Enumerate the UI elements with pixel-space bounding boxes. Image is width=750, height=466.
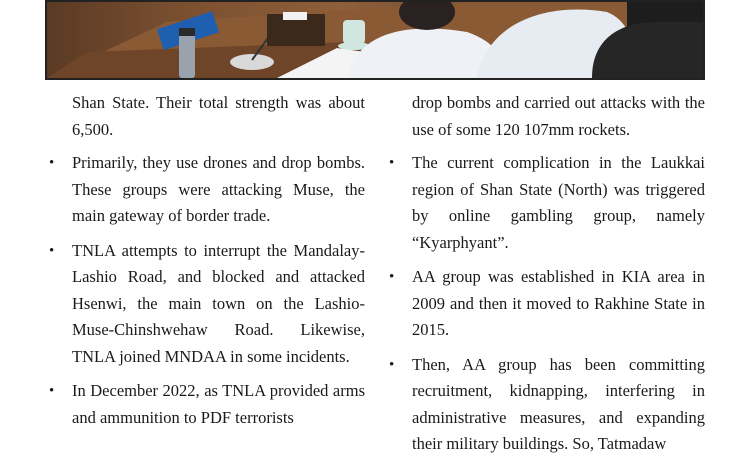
list-item xyxy=(385,264,705,344)
right-continuation-text: drop bombs and carried out attacks with the use of some 120 107mm rockets. xyxy=(412,93,705,139)
list-item-text: Primarily, they use drones and drop bombs. These groups were attacking Muse, the main gateway of border trade. xyxy=(72,153,365,225)
left-continuation-text: Shan State. Their total strength was about 6,500. xyxy=(72,93,365,139)
list-item xyxy=(385,352,705,458)
list-item-text: TNLA attempts to interrupt the Mandalay-Lashio Road, and blocked and attacked Hsenwi, the main town on the Lashio-Muse-Chinshwehaw Road. Likewise, TNLA joined MNDAA in some incidents. xyxy=(72,240,365,366)
list-item-text: AA group was established in KIA area in 2009 and then it moved to Rakhine State in 2015. xyxy=(412,267,705,339)
list-item-text: The current complication in the Laukkai region of Shan State (North) was triggered by online gambling group, namely “Kyarphyant”. xyxy=(412,153,705,252)
list-item-text: In December 2022, as TNLA provided arms and ammunition to PDF terrorists xyxy=(72,381,365,427)
meeting-photo xyxy=(45,0,705,80)
list-item xyxy=(45,238,365,371)
list-item xyxy=(45,378,365,431)
list-item-text: Then, AA group has been committing recruitment, kidnapping, interfering in administrative measures, and expanding their military buildings. So, Tatmadaw xyxy=(412,354,705,453)
right-column xyxy=(385,90,705,466)
bullet-glyph: • xyxy=(49,155,55,171)
bullet-glyph: • xyxy=(389,155,395,171)
left-column xyxy=(45,90,365,439)
bullet-glyph: • xyxy=(49,242,55,259)
bullet-glyph: • xyxy=(49,383,55,399)
list-item xyxy=(45,150,365,230)
list-item xyxy=(385,150,705,256)
bullet-glyph: • xyxy=(389,269,395,285)
bullet-glyph: • xyxy=(389,356,395,373)
